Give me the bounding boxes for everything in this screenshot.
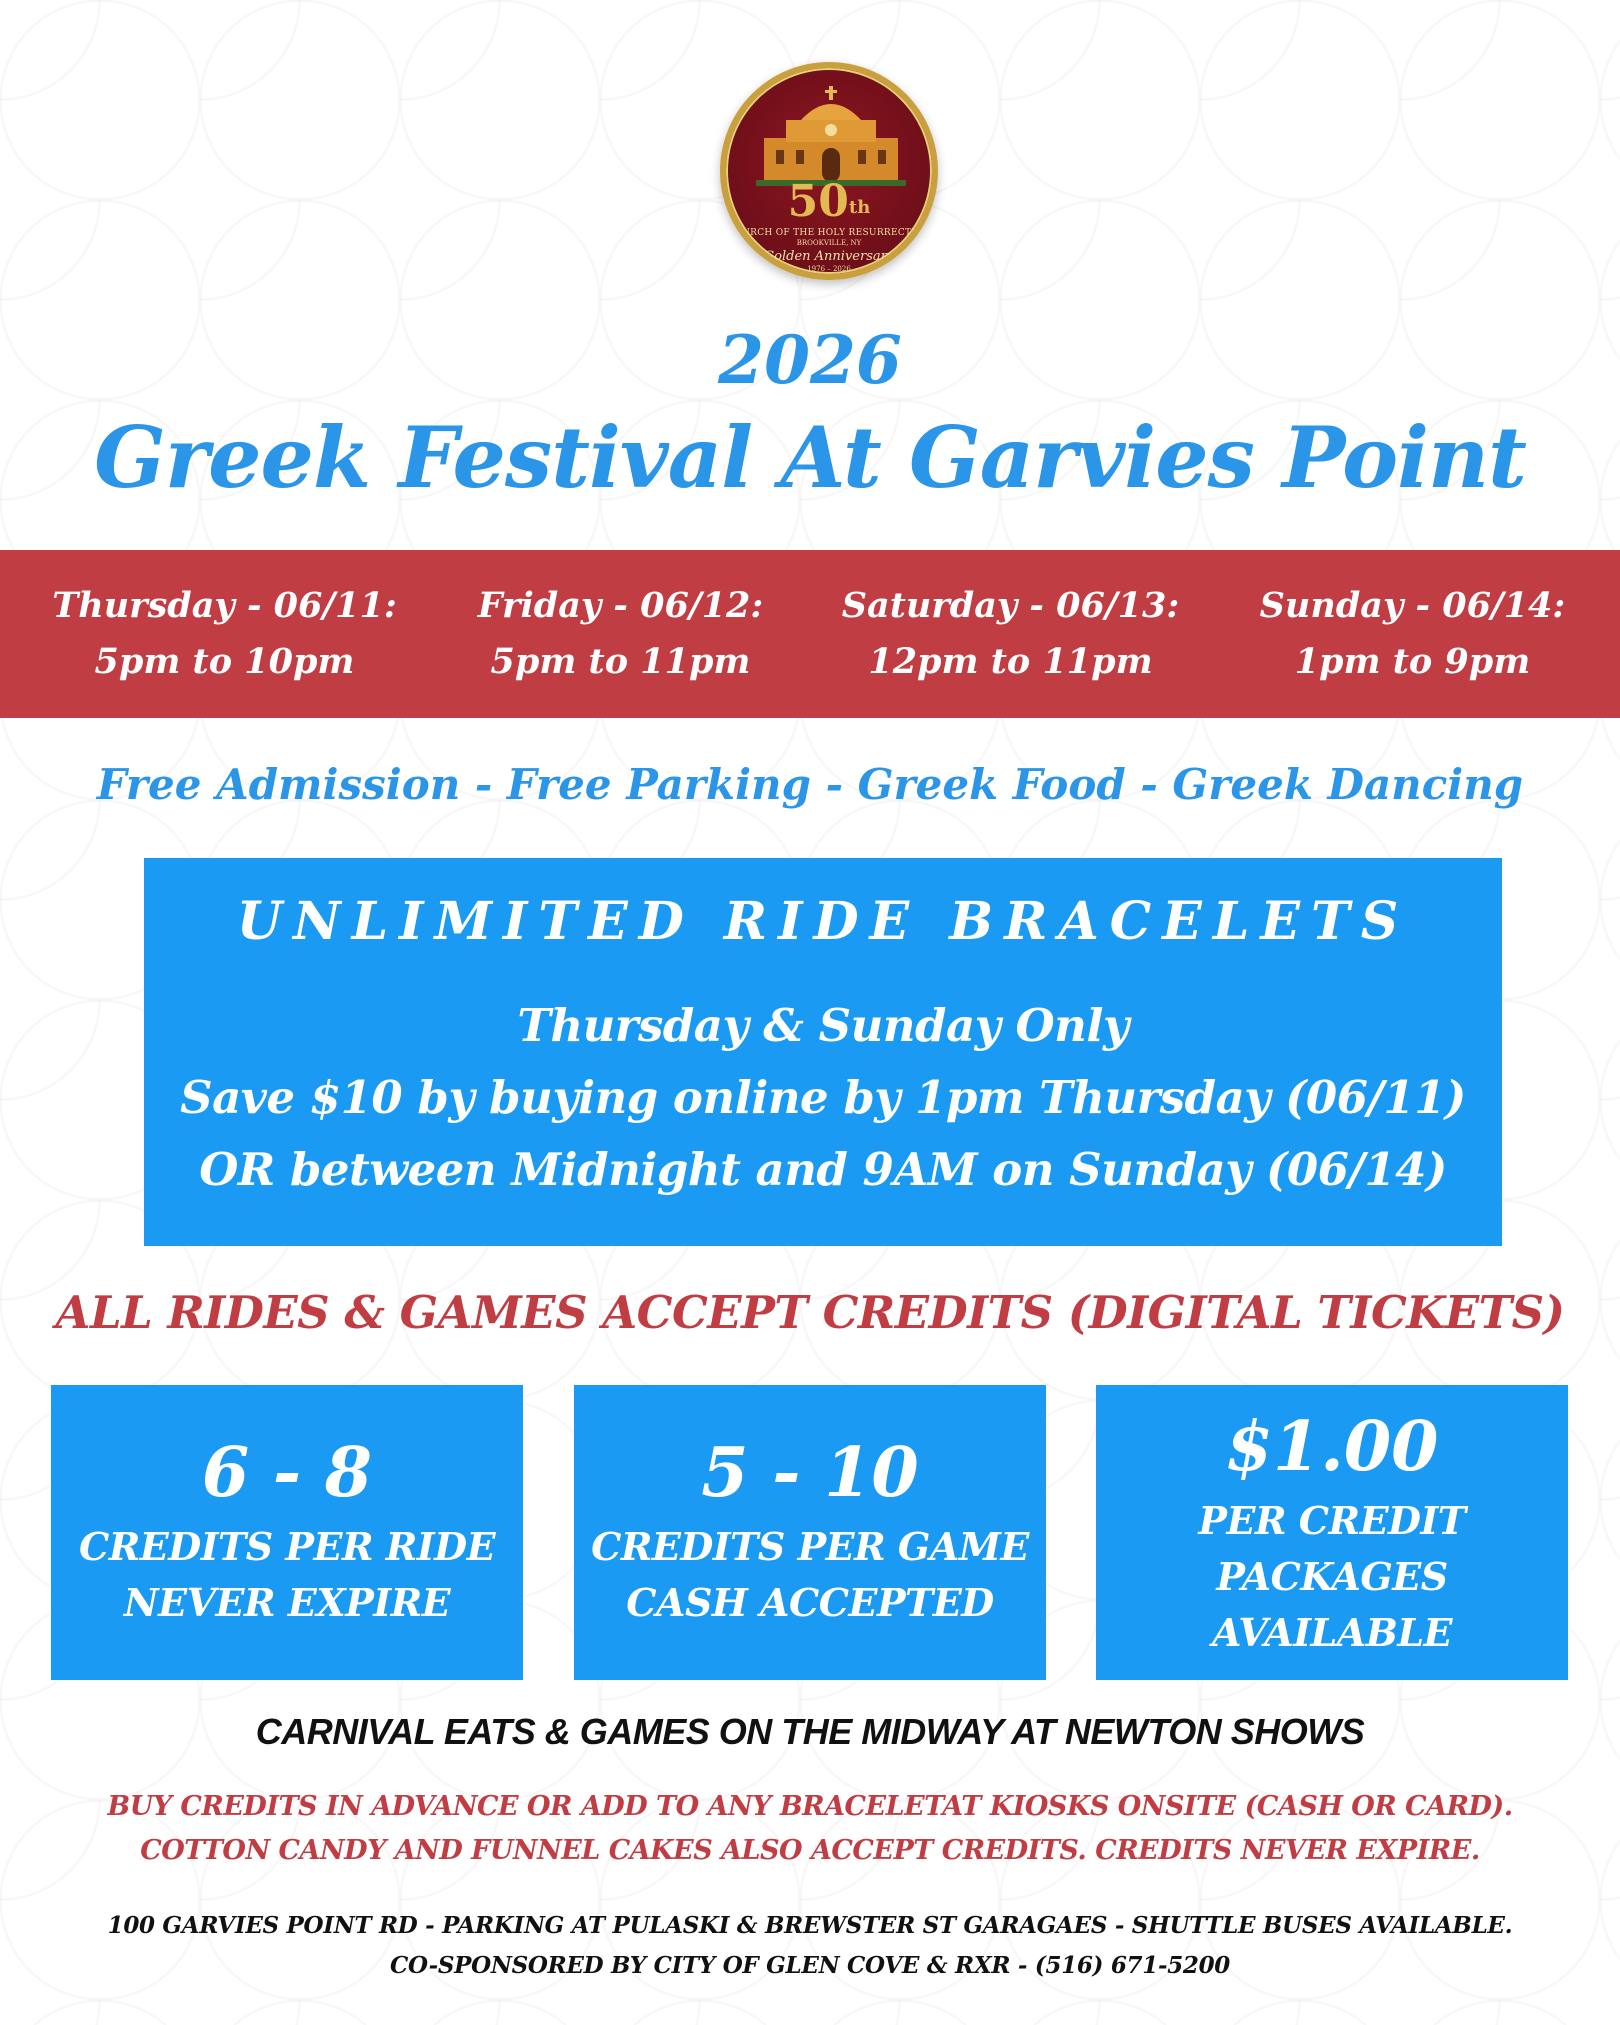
schedule-band xyxy=(0,550,1620,718)
schedule-day-label: Sunday - 06/14: xyxy=(1259,585,1566,626)
footer-sponsors: CO-SPONSORED BY CITY OF GLEN COVE & RXR - (516) 671-5200 xyxy=(389,1952,1231,1979)
tagline: Free Admission - Free Parking - Greek Food - Greek Dancing xyxy=(96,760,1524,809)
bracelets-heading: UNLIMITED RIDE BRACELETS xyxy=(236,891,1410,952)
credit-box-line: PACKAGES xyxy=(1216,1554,1448,1599)
schedule-day-label: Friday - 06/12: xyxy=(477,585,764,626)
footer-address: 100 GARVIES POINT RD - PARKING AT PULASKI & BREWSTER ST GARAGAES - SHUTTLE BUSES AVAILABLE. xyxy=(107,1912,1513,1939)
credit-box-line: AVAILABLE xyxy=(1211,1610,1452,1655)
credit-box-games xyxy=(574,1385,1046,1680)
credit-box-line: PER CREDIT xyxy=(1198,1498,1466,1543)
credit-box-value: 5 - 10 xyxy=(701,1433,919,1513)
schedule-day-hours: 5pm to 11pm xyxy=(490,641,751,682)
schedule-day-label: Thursday - 06/11: xyxy=(52,585,397,626)
bracelets-box xyxy=(144,858,1502,1246)
bracelets-line: Save $10 by buying online by 1pm Thursday (06/11) xyxy=(180,1071,1466,1124)
credit-box-rides xyxy=(51,1385,523,1680)
credit-box-price xyxy=(1096,1385,1568,1680)
schedule-day xyxy=(1210,578,1615,690)
credits-heading: ALL RIDES & GAMES ACCEPT CREDITS (DIGITAL TICKETS) xyxy=(55,1286,1565,1339)
schedule-day xyxy=(808,578,1213,690)
credit-box-line: CASH ACCEPTED xyxy=(626,1580,994,1625)
schedule-day-label: Saturday - 06/13: xyxy=(841,585,1180,626)
credits-note: BUY CREDITS IN ADVANCE OR ADD TO ANY BRACELETAT KIOSKS ONSITE (CASH OR CARD). xyxy=(107,1791,1513,1822)
anniversary-logo xyxy=(720,62,938,280)
schedule-day xyxy=(418,578,823,690)
credit-box-value: 6 - 8 xyxy=(201,1433,373,1513)
schedule-day-hours: 12pm to 11pm xyxy=(868,641,1153,682)
carnival-line: CARNIVAL EATS & GAMES ON THE MIDWAY AT NEWTON SHOWS xyxy=(255,1711,1365,1752)
credits-note: COTTON CANDY AND FUNNEL CAKES ALSO ACCEPT CREDITS. CREDITS NEVER EXPIRE. xyxy=(140,1835,1480,1866)
schedule-day-hours: 5pm to 10pm xyxy=(94,641,355,682)
schedule-day xyxy=(22,578,427,690)
logo-years: 1976 – 2026 xyxy=(807,265,851,273)
credit-box-value: $1.00 xyxy=(1225,1407,1439,1487)
bracelets-line: Thursday & Sunday Only xyxy=(517,999,1129,1052)
logo-location: BROOKVILLE, NY xyxy=(796,239,862,247)
bracelets-line: OR between Midnight and 9AM on Sunday (06/14) xyxy=(199,1143,1447,1196)
credit-box-line: NEVER EXPIRE xyxy=(123,1580,451,1625)
festival-year: 2026 xyxy=(718,321,902,399)
church-icon xyxy=(756,86,906,186)
schedule-day-hours: 1pm to 9pm xyxy=(1294,641,1531,682)
logo-golden-anniversary: Golden Anniversary xyxy=(763,249,895,264)
logo-church-name: CHURCH OF THE HOLY RESURRECTION xyxy=(726,228,932,238)
page-title: Greek Festival At Garvies Point xyxy=(94,408,1526,507)
credit-box-line: CREDITS PER GAME xyxy=(591,1524,1029,1569)
logo-anniversary-number: 50th xyxy=(787,176,871,227)
credit-box-line: CREDITS PER RIDE xyxy=(78,1524,496,1569)
